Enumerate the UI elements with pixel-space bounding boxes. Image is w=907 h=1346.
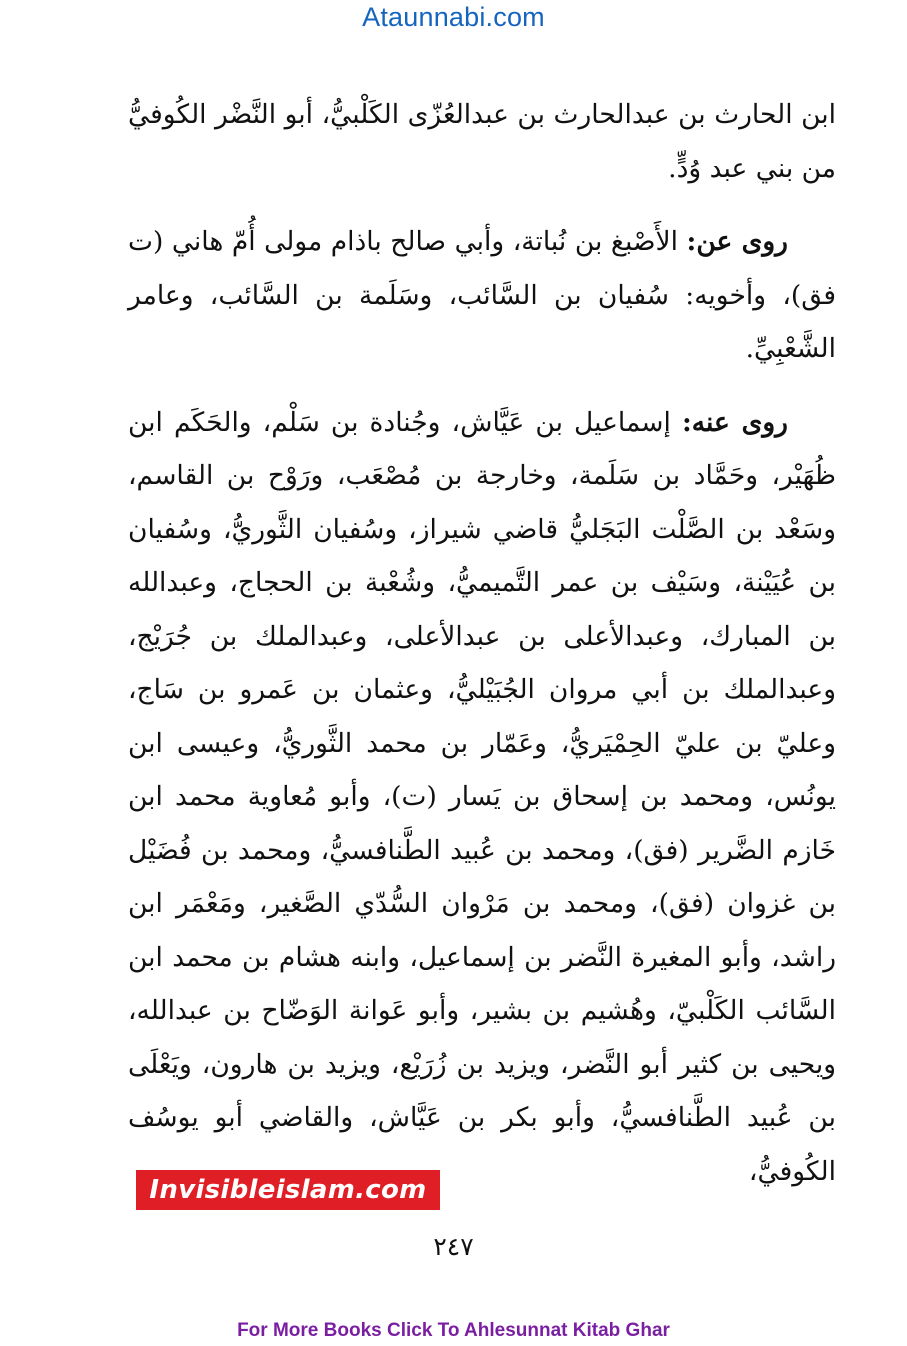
narrated-by-text: إسماعيل بن عَيَّاش، وجُنادة بن سَلْم، والحَكَم ابن ظُهَيْر، وحَمَّاد بن سَلَمة، وخارجة بن مُصْعَب، ورَوْح بن القاسم، وسَعْد بن الصَّلْت البَجَليُّ قاضي شيراز، وسُفيان الثَّوريُّ، وسُفيان بن عُيَيْنة، وسَيْف بن عمر التَّميميُّ، وشُعْبة بن الحجاج، وعبدالله بن المبارك، وعبدالأعلى بن عبدالأعلى، وعبدالملك بن جُرَيْج، وعبدالملك بن أبي مروان الجُبَيْليُّ، وعثمان بن عَمرو بن سَاج، وعليّ بن عليّ الحِمْيَريُّ، وعَمّار بن محمد الثَّوريُّ، وعيسى ابن يونُس، ومحمد بن إسحاق بن يَسار (ت)، وأبو مُعاوية محمد ابن خَازم الضَّرير (فق)، ومحمد بن عُبيد الطَّنافسيُّ، ومحمد بن فُضَيْل بن غزوان (فق)، ومحمد بن مَرْوان السُّدّي الصَّغير، ومَعْمَر ابن راشد، وأبو المغيرة النَّضر بن إسماعيل، وابنه هشام بن محمد ابن السَّائب الكَلْبيّ، وهُشيم بن بشير، وأبو عَوانة الوَضّاح بن عبدالله، ويحيى بن كثير أبو النَّضر، ويزيد بن زُرَيْع، ويزيد بن هارون، ويَعْلَى بن عُبيد الطَّنافسيُّ، وأبو بكر بن عَيَّاش، والقاضي أبو يوسُف الكُوفيُّ، (128, 406, 836, 1187)
narrated-by-label: روى عنه: (681, 406, 788, 438)
paragraph-narrated-from (128, 215, 836, 376)
narrated-from-label: روى عن: (686, 226, 788, 257)
page-number: ٢٤٧ (433, 1232, 474, 1261)
paragraph-narrated-by (128, 396, 836, 1199)
site-header[interactable]: Ataunnabi.com (362, 2, 545, 32)
footer-link[interactable]: For More Books Click To Ahlesunnat Kitab Ghar (237, 1320, 670, 1341)
watermark-banner[interactable]: Invisibleislam.com (136, 1170, 440, 1210)
narrated-from-text: الأَصْبغ بن نُباتة، وأبي صالح باذام مولى أُمّ هاني (ت فق)، وأخويه: سُفيان بن السَّائب، وسَلَمة بن السَّائب، وعامر الشَّعْبِيِّ. (128, 226, 836, 364)
paragraph-lineage: ابن الحارث بن عبدالحارث بن عبدالعُزّى الكَلْبيُّ، أبو النَّضْر الكُوفيُّ من بني عبد وُدٍّ. (128, 99, 836, 184)
page-text (128, 88, 836, 1198)
